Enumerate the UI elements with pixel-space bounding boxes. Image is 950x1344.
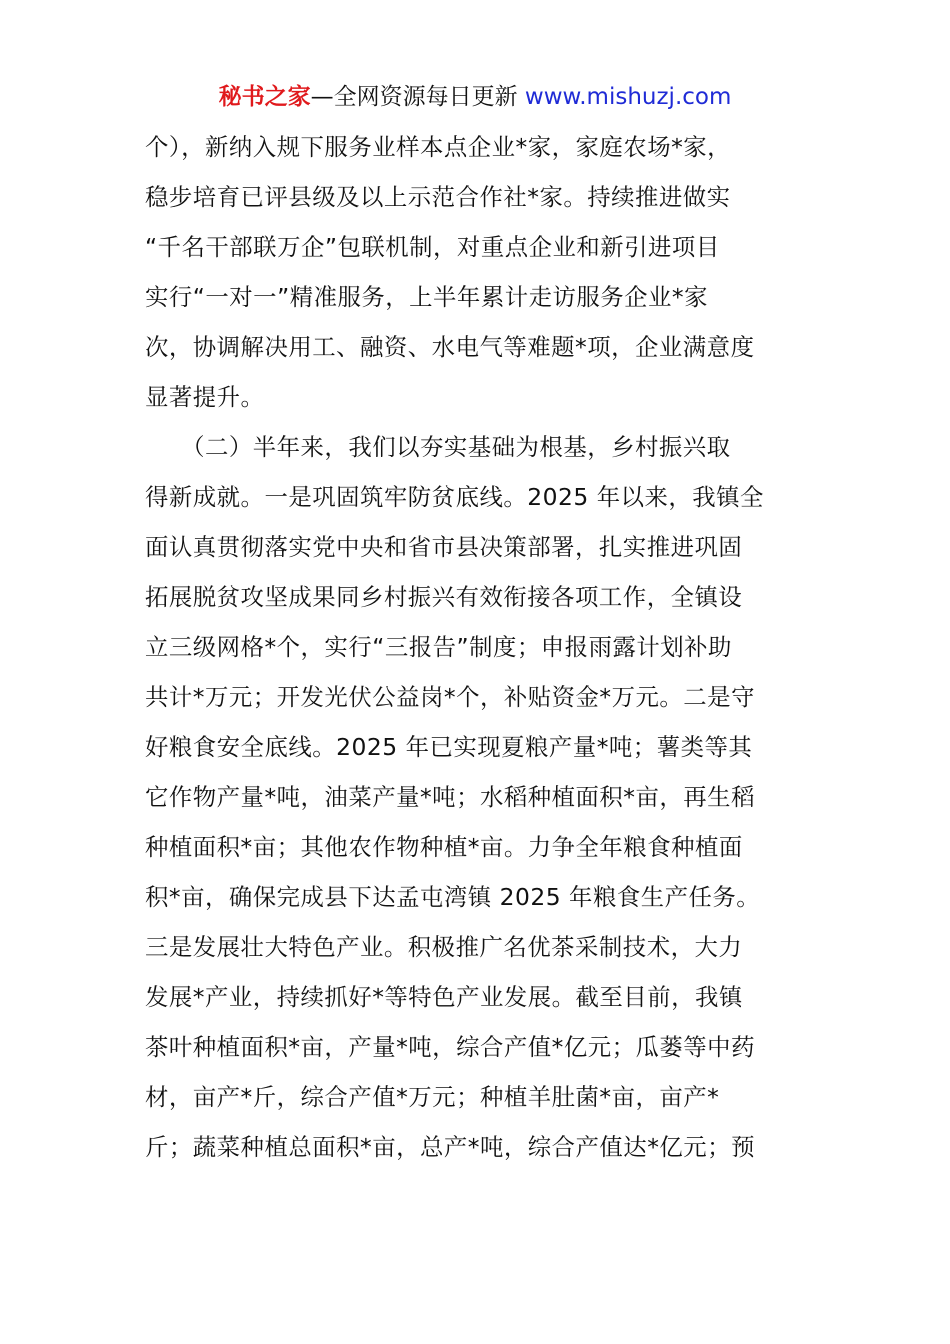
- text-line: 发展*产业，持续抓好*等特色产业发展。截至目前，我镇: [145, 983, 743, 1011]
- text-line: 斤；蔬菜种植总面积*亩，总产*吨，综合产值达*亿元；预: [145, 1133, 755, 1161]
- brand-name: 秘书之家: [218, 84, 311, 110]
- header-tagline: —全网资源每日更新: [310, 84, 525, 110]
- text-line: 茶叶种植面积*亩，产量*吨，综合产值*亿元；瓜蒌等中药: [145, 1033, 755, 1061]
- site-url-link[interactable]: www.mishuzj.com: [524, 84, 732, 110]
- text-line: 显著提升。: [145, 383, 265, 411]
- text-line: 共计*万元；开发光伏公益岗*个，补贴资金*万元。二是守: [145, 683, 755, 711]
- text-line: 它作物产量*吨，油菜产量*吨；水稻种植面积*亩，再生稻: [145, 783, 755, 811]
- document-body: [145, 122, 815, 1172]
- text-line: 次，协调解决用工、融资、水电气等难题*项，企业满意度: [145, 333, 755, 361]
- page-header: [0, 80, 950, 114]
- text-line: 种植面积*亩；其他农作物种植*亩。力争全年粮食种植面: [145, 833, 743, 861]
- text-line: 积*亩，确保完成县下达孟屯湾镇 2025 年粮食生产任务。: [145, 883, 761, 911]
- text-line: （二）半年来，我们以夯实基础为根基，乡村振兴取: [145, 433, 731, 461]
- text-line: “千名干部联万企”包联机制，对重点企业和新引进项目: [145, 233, 720, 261]
- text-line: 立三级网格*个，实行“三报告”制度；申报雨露计划补助: [145, 633, 732, 661]
- text-line: 三是发展壮大特色产业。积极推广名优茶采制技术，大力: [145, 933, 743, 961]
- text-line: 实行“一对一”精准服务，上半年累计走访服务企业*家: [145, 283, 709, 311]
- text-line: 稳步培育已评县级及以上示范合作社*家。持续推进做实: [145, 183, 731, 211]
- text-line: 好粮食安全底线。2025 年已实现夏粮产量*吨；薯类等其: [145, 733, 753, 761]
- text-line: 面认真贯彻落实党中央和省市县决策部署，扎实推进巩固: [145, 533, 743, 561]
- text-line: 得新成就。一是巩固筑牢防贫底线。2025 年以来，我镇全: [145, 483, 764, 511]
- text-line: 个），新纳入规下服务业样本点企业*家，家庭农场*家，: [145, 133, 732, 161]
- text-line: 拓展脱贫攻坚成果同乡村振兴有效衔接各项工作，全镇设: [145, 583, 743, 611]
- text-line: 材，亩产*斤，综合产值*万元；种植羊肚菌*亩，亩产*: [145, 1083, 720, 1111]
